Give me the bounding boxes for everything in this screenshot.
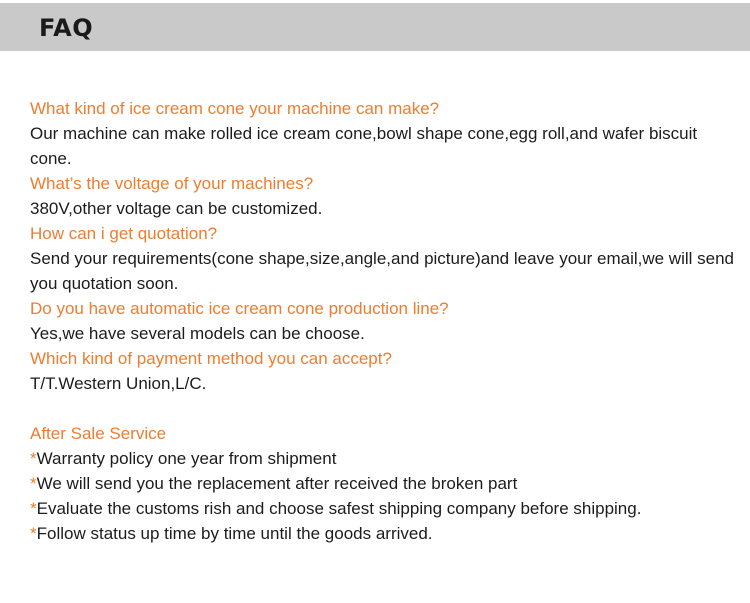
faq-answer-4: Yes,we have several models can be choose. bbox=[30, 324, 365, 343]
faq-answer-1: Our machine can make rolled ice cream cone,bowl shape cone,egg roll,and wafer biscuit cone. bbox=[30, 124, 698, 168]
after-sale-item-text: We will send you the replacement after received the broken part bbox=[36, 474, 518, 493]
faq-answer-3: Send your requirements(cone shape,size,angle,and picture)and leave your email,we will send you quotation soon. bbox=[30, 249, 735, 293]
after-sale-item bbox=[30, 471, 735, 496]
after-sale-item-text: Warranty policy one year from shipment bbox=[36, 449, 337, 468]
bullet-star-icon: * bbox=[30, 474, 37, 493]
faq-question-5: Which kind of payment method you can accept? bbox=[30, 349, 392, 368]
faq-content bbox=[30, 96, 735, 546]
faq-question-3: How can i get quotation? bbox=[30, 224, 218, 243]
section-spacer bbox=[30, 396, 735, 421]
faq-answer-5: T/T.Western Union,L/C. bbox=[30, 374, 207, 393]
bullet-star-icon: * bbox=[30, 524, 37, 543]
faq-answer-2: 380V,other voltage can be customized. bbox=[30, 199, 323, 218]
after-sale-item bbox=[30, 496, 735, 521]
faq-header-bar bbox=[0, 3, 750, 51]
page-title: FAQ bbox=[39, 14, 94, 42]
after-sale-item-text: Follow status up time by time until the goods arrived. bbox=[36, 524, 433, 543]
after-sale-item bbox=[30, 521, 735, 546]
bullet-star-icon: * bbox=[30, 499, 37, 518]
after-sale-title: After Sale Service bbox=[30, 424, 167, 443]
after-sale-item-text: Evaluate the customs rish and choose safest shipping company before shipping. bbox=[36, 499, 642, 518]
faq-question-4: Do you have automatic ice cream cone production line? bbox=[30, 299, 449, 318]
bullet-star-icon: * bbox=[30, 449, 37, 468]
faq-question-1: What kind of ice cream cone your machine can make? bbox=[30, 99, 440, 118]
faq-question-2: What’s the voltage of your machines? bbox=[30, 174, 314, 193]
after-sale-item bbox=[30, 446, 735, 471]
